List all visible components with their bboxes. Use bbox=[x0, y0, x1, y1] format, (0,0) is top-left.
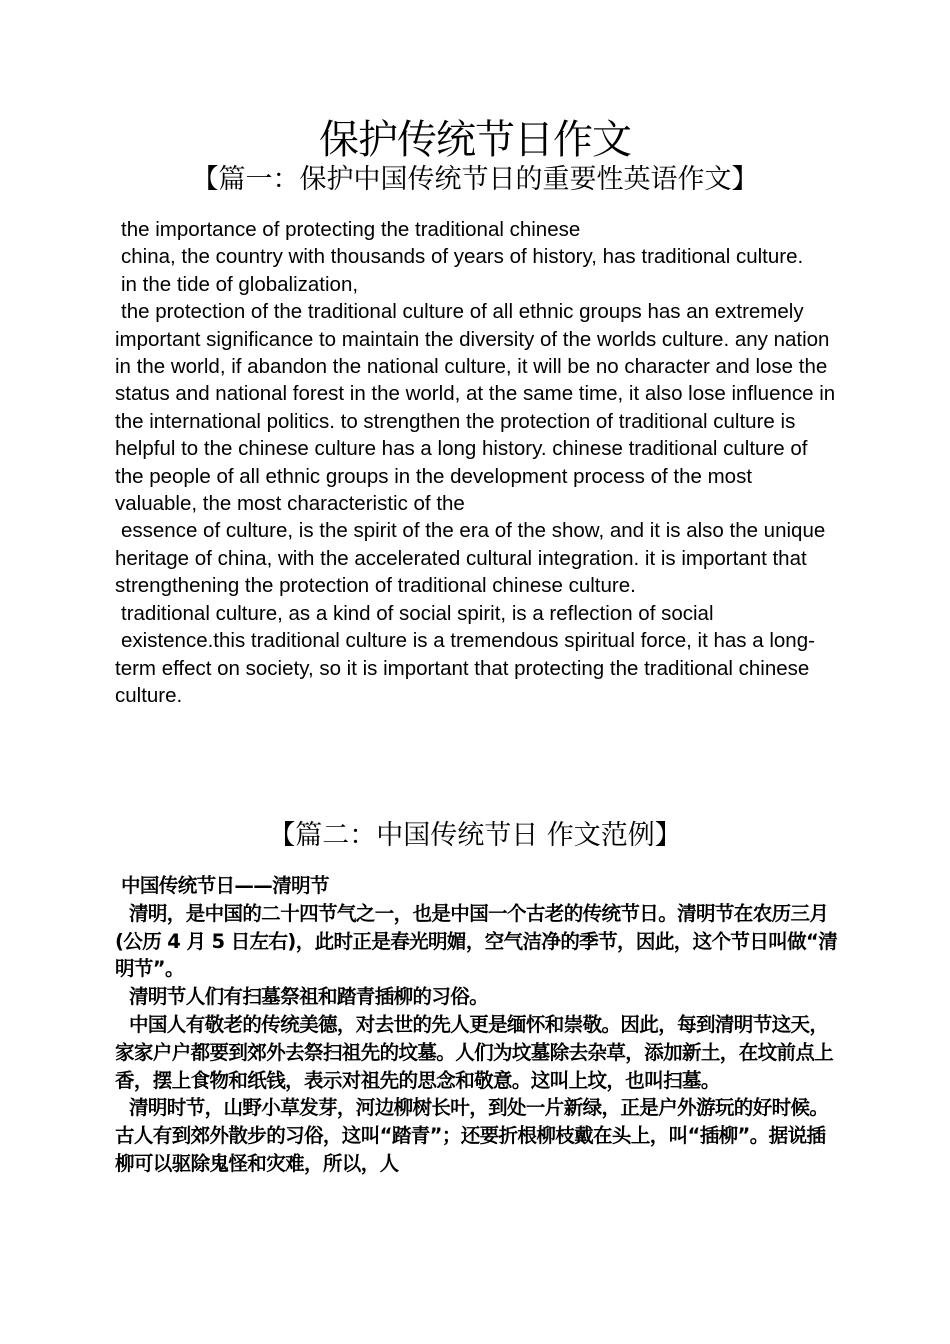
section-2-body bbox=[115, 872, 843, 1178]
paragraph: china, the country with thousands of years of history, has traditional culture. bbox=[121, 245, 804, 269]
section-2-subtitle: 中国传统节日——清明节 bbox=[121, 874, 329, 897]
paragraph: 中国人有敬老的传统美德，对去世的先人更是缅怀和崇敬。因此，每到清明节这天，家家户户都要到郊外去祭扫祖先的坟墓。人们为坟墓除去杂草，添加新土，在坟前点上香，摆上食物和纸钱，表示对祖先的思念和敬意。这叫上坟，也叫扫墓。 bbox=[115, 1012, 834, 1092]
paragraph: the importance of protecting the traditional chinese bbox=[121, 218, 581, 241]
section-1-heading: 【篇一：保护中国传统节日的重要性英语作文】 bbox=[191, 164, 759, 195]
section-2-heading: 【篇二：中国传统节日 作文范例】 bbox=[268, 820, 682, 851]
paragraph: 清明节人们有扫墓祭祖和踏青插柳的习俗。 bbox=[129, 985, 489, 1009]
paragraph: the protection of the traditional culture of all ethnic groups has an extremely important significance to maintain the diversity of the worlds culture. any nation in the world, if abandon the national culture, it will be no character and lose the status and national forest in the world, at the same time, it also lose influence in the international politics. to strengthen the protection of traditional culture is helpful to the chinese culture has a long history. chinese traditional culture of the people of all ethnic groups in the development process of the most valuable, the most characteristic of the bbox=[115, 300, 836, 516]
paragraph: in the tide of globalization, bbox=[121, 272, 359, 296]
paragraph: existence.this traditional culture is a tremendous spiritual force, it has a long-term effect on society, so it is important that protecting the traditional chinese culture. bbox=[115, 629, 815, 707]
document-title: 保护传统节日作文 bbox=[319, 117, 631, 163]
section-1-body bbox=[115, 216, 837, 709]
paragraph: traditional culture, as a kind of social spirit, is a reflection of social bbox=[121, 601, 714, 625]
paragraph: 清明时节，山野小草发芽，河边柳树长叶，到处一片新绿，正是户外游玩的好时候。古人有到郊外散步的习俗，这叫“踏青”；还要折根柳枝戴在头上，叫“插柳”。据说插柳可以驱除鬼怪和灾难，所以，人 bbox=[115, 1096, 829, 1175]
paragraph: essence of culture, is the spirit of the era of the show, and it is also the unique heritage of china, with the accelerated cultural integration. it is important that strengthening the protection of traditional chinese culture. bbox=[115, 519, 826, 598]
paragraph: 清明，是中国的二十四节气之一，也是中国一个古老的传统节日。清明节在农历三月(公历 4 月 5 日左右)，此时正是春光明媚，空气洁净的季节，因此，这个节日叫做“清明节”。 bbox=[115, 901, 838, 981]
